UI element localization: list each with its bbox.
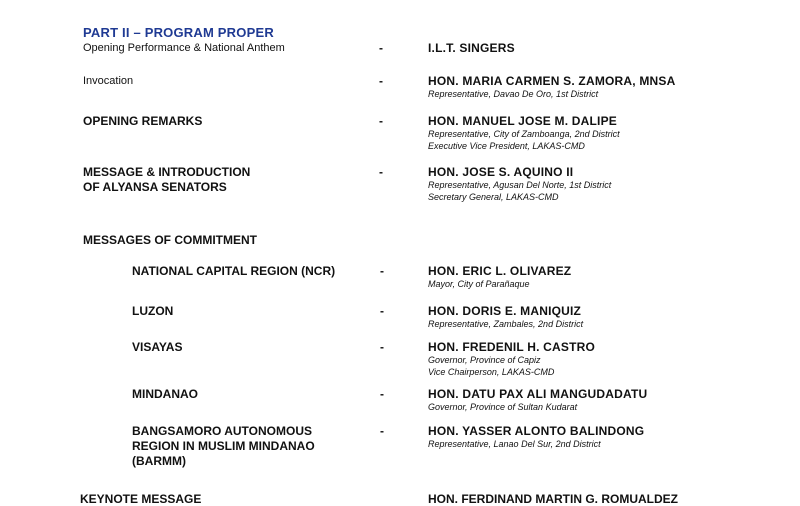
speaker-block	[428, 165, 611, 203]
speaker-detail: Mayor, City of Parañaque	[428, 279, 530, 289]
separator: -	[380, 340, 384, 354]
speaker-name: HON. DATU PAX ALI MANGUDADATU	[428, 387, 648, 401]
speaker-block	[428, 74, 675, 100]
separator: -	[379, 165, 383, 179]
separator: -	[380, 304, 384, 318]
speaker-detail: Governor, Province of Capiz	[428, 355, 541, 365]
program-label-line: MESSAGE & INTRODUCTION	[83, 165, 251, 179]
speaker-block	[428, 304, 583, 330]
speaker-block	[428, 340, 595, 378]
speaker-detail: Representative, City of Zamboanga, 2nd District	[428, 129, 620, 139]
speaker-detail: Executive Vice President, LAKAS-CMD	[428, 141, 585, 151]
region-label	[132, 424, 315, 469]
speaker-block	[428, 387, 647, 413]
speaker-name: HON. MANUEL JOSE M. DALIPE	[428, 114, 617, 128]
speaker-detail: Representative, Lanao Del Sur, 2nd District	[428, 439, 601, 449]
separator: -	[379, 74, 383, 88]
section-title: PART II – PROGRAM PROPER	[83, 25, 274, 40]
speaker-detail: Governor, Province of Sultan Kudarat	[428, 402, 578, 412]
speaker-detail: Vice Chairperson, LAKAS-CMD	[428, 367, 555, 377]
region-label-line: REGION IN MUSLIM MINDANAO	[132, 439, 315, 453]
keynote-speaker: HON. FERDINAND MARTIN G. ROMUALDEZ	[428, 492, 678, 506]
program-label: Invocation	[83, 75, 134, 87]
speaker-detail: Representative, Agusan Del Norte, 1st District	[428, 180, 612, 190]
region-label-line: BANGSAMORO AUTONOMOUS	[132, 424, 312, 438]
commitment-heading: MESSAGES OF COMMITMENT	[83, 233, 257, 247]
speaker-detail: Representative, Davao De Oro, 1st District	[428, 89, 599, 99]
separator: -	[380, 264, 384, 278]
keynote-label: KEYNOTE MESSAGE	[80, 492, 202, 506]
program-label	[83, 165, 250, 195]
speaker-name: HON. DORIS E. MANIQUIZ	[428, 304, 582, 318]
speaker-name: HON. FREDENIL H. CASTRO	[428, 340, 596, 354]
region-label: VISAYAS	[132, 340, 183, 354]
speaker-name: I.L.T. SINGERS	[428, 41, 515, 55]
region-label: MINDANAO	[132, 387, 198, 401]
speaker-block	[428, 114, 620, 152]
program-label-line: OF ALYANSA SENATORS	[83, 180, 227, 194]
separator: -	[379, 114, 383, 128]
region-label: LUZON	[132, 304, 174, 318]
separator: -	[379, 41, 383, 55]
program-label: Opening Performance & National Anthem	[83, 42, 285, 54]
separator: -	[380, 387, 384, 401]
speaker-name: HON. JOSE S. AQUINO II	[428, 165, 574, 179]
speaker-name: HON. ERIC L. OLIVAREZ	[428, 264, 572, 278]
speaker-block	[428, 424, 644, 450]
speaker-name: HON. MARIA CARMEN S. ZAMORA, MNSA	[428, 74, 676, 88]
separator: -	[380, 424, 384, 438]
program-label: OPENING REMARKS	[83, 114, 203, 128]
speaker-detail: Representative, Zambales, 2nd District	[428, 319, 584, 329]
speaker-detail: Secretary General, LAKAS-CMD	[428, 192, 559, 202]
speaker-name: HON. YASSER ALONTO BALINDONG	[428, 424, 645, 438]
region-label-line: (BARMM)	[132, 454, 186, 468]
region-label: NATIONAL CAPITAL REGION (NCR)	[132, 264, 336, 278]
speaker-block	[428, 264, 571, 290]
